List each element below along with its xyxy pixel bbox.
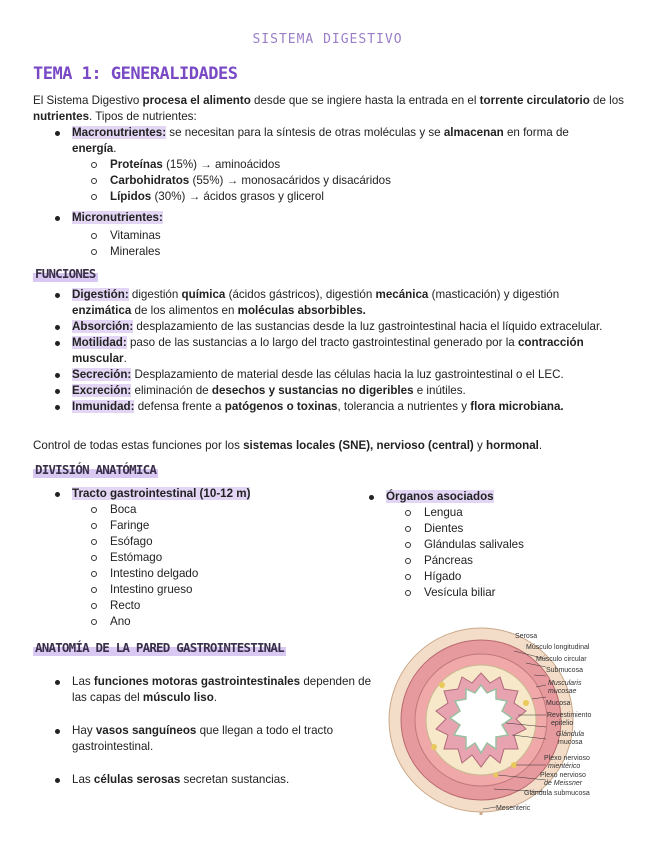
list-item-organ: Intestino grueso	[33, 582, 353, 598]
gastrointestinal-wall-figure	[386, 625, 626, 815]
list-item-organ: Faringe	[33, 518, 353, 534]
list-item-inmunidad: Inmunidad: defensa frente a patógenos o toxinas, tolerancia a nutrientes y flora microbiana.	[33, 399, 615, 415]
figure-label: Músculo longitudinal	[526, 644, 590, 651]
functions-list	[33, 287, 615, 415]
figure-label: mientérico	[548, 763, 581, 770]
figure-label: Glándula submucosa	[524, 790, 590, 797]
list-item-funciones-motoras: Las funciones motoras gastrointestinales dependen de las capas del músculo liso.	[33, 674, 373, 706]
figure-label: de Meissner	[544, 780, 583, 787]
list-item-organ: Estómago	[33, 550, 353, 566]
list-item-organos-asociados: Órganos asociados	[366, 489, 626, 505]
list-item-carbohidratos: Carbohidratos (55%) → monosacáridos y disacáridos	[33, 173, 603, 189]
control-paragraph: Control de todas estas funciones por los sistemas locales (SNE), nervioso (central) y hormonal.	[33, 439, 543, 452]
list-item-organ: Lengua	[366, 505, 626, 521]
list-item-organ: Páncreas	[366, 553, 626, 569]
list-item-celulas-serosas: Las células serosas secretan sustancias.	[33, 772, 373, 788]
document-title: SISTEMA DIGESTIVO	[252, 32, 403, 47]
list-item-organ: Vesícula biliar	[366, 585, 626, 601]
list-item-digestion: Digestión: digestión química (ácidos gástricos), digestión mecánica (masticación) y digestión enzimática de los alimentos en moléculas absorbibles.	[33, 287, 615, 319]
associated-organs-list	[366, 489, 626, 601]
list-item-micronutrientes: Micronutrientes:	[33, 210, 603, 226]
topic-heading: TEMA 1: GENERALIDADES	[33, 64, 238, 84]
figure-label: epitelio	[551, 720, 574, 727]
figure-label: Muscularis	[548, 680, 582, 687]
list-item-vasos-sanguineos: Hay vasos sanguíneos que llegan a todo el tracto gastrointestinal.	[33, 723, 373, 755]
figure-label: Plexo nervioso	[544, 755, 590, 762]
list-item-organ: Glándulas salivales	[366, 537, 626, 553]
figure-label: Glándula	[556, 731, 585, 738]
list-item-organ: Dientes	[366, 521, 626, 537]
list-item-organ: Boca	[33, 502, 353, 518]
list-item-proteinas: Proteínas (15%) → aminoácidos	[33, 157, 603, 173]
figure-label: Mucosa	[546, 700, 571, 707]
list-item-organ: Ano	[33, 614, 353, 630]
wall-anatomy-list	[33, 674, 373, 788]
list-item-organ: Recto	[33, 598, 353, 614]
section-heading-anatomia-pared: ANATOMÍA DE LA PARED GASTROINTESTINAL	[35, 640, 284, 655]
list-item-minerales: Minerales	[33, 244, 603, 260]
figure-label: mucosa	[558, 739, 583, 746]
list-item-organ: Esófago	[33, 534, 353, 550]
figure-label: Revestimiento	[547, 712, 592, 719]
list-item-absorcion: Absorción: desplazamiento de las sustancias desde la luz gastrointestinal hacia el líquido extracelular.	[33, 319, 615, 335]
micronutrient-list	[33, 210, 603, 260]
nutrient-list	[33, 125, 603, 205]
list-item-macronutrientes: Macronutrientes: se necesitan para la síntesis de otras moléculas y se almacenan en forma de energía.	[33, 125, 603, 157]
list-item-tracto-gastrointestinal: Tracto gastrointestinal (10-12 m)	[33, 486, 353, 502]
figure-label: Plexo nervioso	[540, 772, 586, 779]
figure-label: Mesenteric	[496, 805, 531, 812]
figure-label: mucosae	[548, 688, 577, 695]
list-item-excrecion: Excreción: eliminación de desechos y sustancias no digeribles e inútiles.	[33, 383, 615, 399]
figure-label: Músculo circular	[536, 656, 587, 663]
tract-list	[33, 486, 353, 630]
intro-paragraph: El Sistema Digestivo procesa el alimento desde que se ingiere hasta la entrada en el torrente circulatorio de los nutrientes. Tipos de nutrientes:	[33, 94, 624, 123]
section-heading-funciones: FUNCIONES	[35, 266, 96, 281]
list-item-vitaminas: Vitaminas	[33, 228, 603, 244]
section-heading-division-anatomica: DIVISIÓN ANATÓMICA	[35, 462, 157, 477]
list-item-organ: Hígado	[366, 569, 626, 585]
figure-label: Submucosa	[546, 667, 583, 674]
list-item-secrecion: Secreción: Desplazamiento de material desde las células hacia la luz gastrointestinal o el LEC.	[33, 367, 615, 383]
list-item-lipidos: Lípidos (30%) → ácidos grasos y glicerol	[33, 189, 603, 205]
figure-label: Serosa	[515, 633, 538, 640]
list-item-organ: Intestino delgado	[33, 566, 353, 582]
list-item-motilidad: Motilidad: paso de las sustancias a lo largo del tracto gastrointestinal generado por la contracción muscular.	[33, 335, 615, 367]
